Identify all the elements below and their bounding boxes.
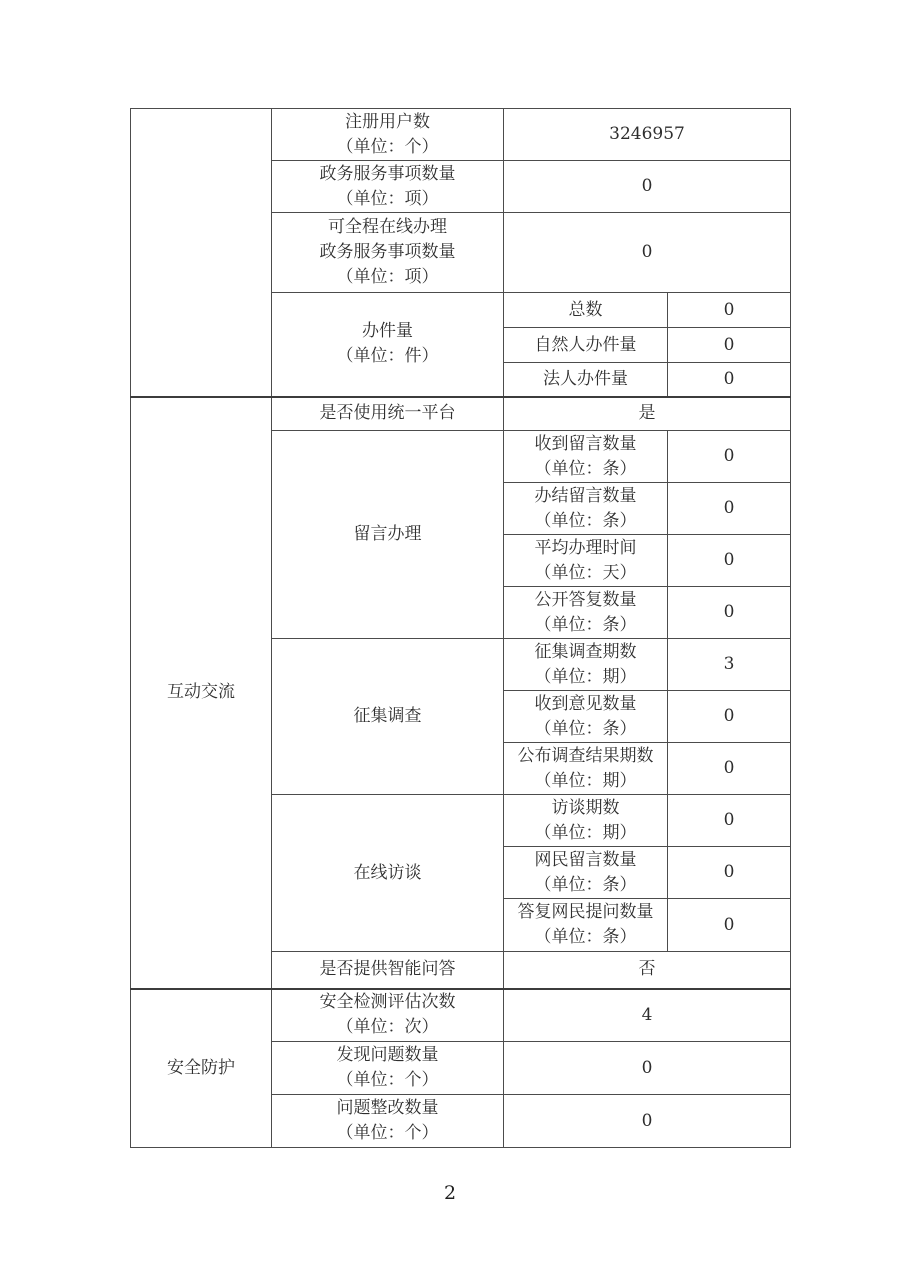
- survey-results-unit: （单位：期）: [534, 770, 637, 791]
- cell-message-closed-label: [504, 483, 668, 535]
- message-received-label: 收到留言数量: [534, 433, 637, 454]
- interview-replies-unit: （单位：条）: [534, 927, 637, 947]
- survey-periods-value: 3: [668, 639, 791, 691]
- interview-periods-unit: （单位：期）: [534, 822, 637, 843]
- interview-messages-unit: （单位：条）: [534, 874, 637, 895]
- survey-results-label: 公布调查结果期数: [517, 745, 654, 766]
- survey-periods-label: 征集调查期数: [534, 641, 637, 662]
- message-closed-label: 办结留言数量: [534, 485, 637, 506]
- cell-problems-fixed-label: [272, 1095, 504, 1148]
- cell-problems-found-label: [272, 1042, 504, 1095]
- banjian-natural-label: 自然人办件量: [504, 328, 668, 363]
- survey-group-label: 征集调查: [272, 639, 504, 795]
- registered-users-unit: （单位：个）: [336, 136, 439, 157]
- security-checks-label: 安全检测评估次数: [319, 992, 456, 1013]
- cell-interview-messages-label: [504, 847, 668, 899]
- banjian-legal-value: 0: [668, 363, 791, 397]
- message-avgtime-label: 平均办理时间: [534, 537, 637, 558]
- interview-replies-value: 0: [668, 899, 791, 952]
- survey-results-value: 0: [668, 743, 791, 795]
- problems-fixed-value: 0: [504, 1095, 791, 1148]
- interview-messages-value: 0: [668, 847, 791, 899]
- survey-periods-unit: （单位：期）: [534, 666, 637, 687]
- banjian-total-label: 总数: [504, 293, 668, 328]
- unified-platform-value: 是: [504, 397, 791, 431]
- message-public-reply-label: 公开答复数量: [534, 589, 637, 610]
- banjian-unit: （单位：件）: [336, 346, 439, 367]
- cell-message-avgtime-label: [504, 535, 668, 587]
- service-items-unit: （单位：项）: [336, 188, 439, 209]
- problems-fixed-unit: （单位：个）: [336, 1123, 439, 1143]
- message-group-label: 留言办理: [272, 431, 504, 639]
- cell-survey-results-label: [504, 743, 668, 795]
- banjian-legal-label: 法人办件量: [504, 363, 668, 397]
- registered-users-label: 注册用户数: [345, 111, 430, 132]
- survey-opinions-value: 0: [668, 691, 791, 743]
- cell-interview-periods-label: [504, 795, 668, 847]
- cell-interview-replies-label: [504, 899, 668, 952]
- cell-banjian-group-label: [272, 293, 504, 397]
- banjian-label: 办件量: [362, 321, 413, 342]
- message-received-value: 0: [668, 431, 791, 483]
- message-received-unit: （单位：条）: [534, 458, 637, 479]
- security-checks-value: 4: [504, 989, 791, 1042]
- online-items-unit: （单位：项）: [336, 267, 439, 287]
- cell-online-items-label: [272, 213, 504, 293]
- category-cell-security: 安全防护: [131, 989, 272, 1148]
- online-items-value: 0: [504, 213, 791, 293]
- message-public-reply-unit: （单位：条）: [534, 614, 637, 635]
- problems-found-label: 发现问题数量: [336, 1045, 439, 1065]
- message-closed-value: 0: [668, 483, 791, 535]
- category-cell-interaction: 互动交流: [131, 397, 272, 989]
- registered-users-value: 3246957: [504, 109, 791, 161]
- cell-survey-opinions-label: [504, 691, 668, 743]
- interview-messages-label: 网民留言数量: [534, 849, 637, 870]
- smart-qa-label: 是否提供智能问答: [272, 952, 504, 989]
- cell-message-public-reply-label: [504, 587, 668, 639]
- problems-found-unit: （单位：个）: [336, 1070, 439, 1090]
- message-avgtime-value: 0: [668, 535, 791, 587]
- interview-periods-label: 访谈期数: [551, 797, 620, 818]
- interview-periods-value: 0: [668, 795, 791, 847]
- interview-group-label: 在线访谈: [272, 795, 504, 952]
- problems-fixed-label: 问题整改数量: [336, 1098, 439, 1118]
- message-closed-unit: （单位：条）: [534, 510, 637, 531]
- cell-message-received-label: [504, 431, 668, 483]
- cell-survey-periods-label: [504, 639, 668, 691]
- survey-opinions-label: 收到意见数量: [534, 693, 637, 714]
- category-cell-empty: [131, 109, 272, 397]
- message-public-reply-value: 0: [668, 587, 791, 639]
- interview-replies-label: 答复网民提问数量: [517, 902, 654, 922]
- page-number: 2: [443, 1182, 457, 1204]
- service-items-value: 0: [504, 161, 791, 213]
- service-items-label: 政务服务事项数量: [319, 163, 456, 184]
- cell-service-items-label: [272, 161, 504, 213]
- survey-opinions-unit: （单位：条）: [534, 718, 637, 739]
- cell-registered-users-label: [272, 109, 504, 161]
- unified-platform-label: 是否使用统一平台: [272, 397, 504, 431]
- smart-qa-value: 否: [504, 952, 791, 989]
- problems-found-value: 0: [504, 1042, 791, 1095]
- online-items-label-line2: 政务服务事项数量: [319, 242, 456, 262]
- message-avgtime-unit: （单位：天）: [534, 562, 637, 583]
- banjian-total-value: 0: [668, 293, 791, 328]
- cell-security-checks-label: [272, 989, 504, 1042]
- security-checks-unit: （单位：次）: [336, 1017, 439, 1038]
- online-items-label-line1: 可全程在线办理: [328, 217, 447, 237]
- banjian-natural-value: 0: [668, 328, 791, 363]
- annual-report-table: [130, 108, 791, 1148]
